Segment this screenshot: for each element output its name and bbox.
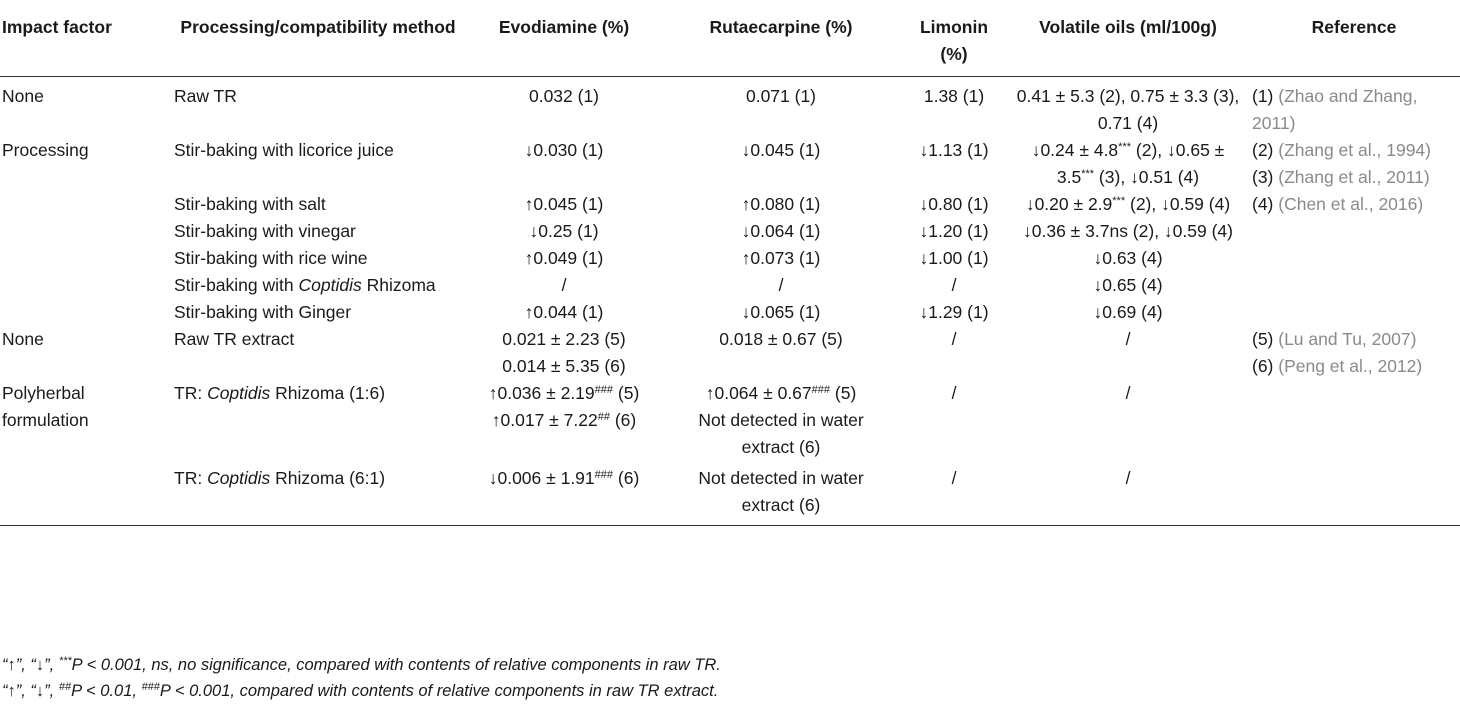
cell-rutaecarpine: ↑0.080 (1) (741, 194, 821, 214)
data-table (0, 4, 1460, 526)
table-row (0, 326, 1460, 380)
cell-rutaecarpine: 0.071 (1) (745, 86, 817, 106)
table-row (0, 218, 1460, 245)
cell-rutaecarpine: / (778, 275, 784, 295)
table-row (0, 272, 1460, 299)
cell-volatile-oils: ↓0.63 (4) (1093, 248, 1163, 268)
header-reference: Reference (1248, 4, 1460, 77)
cell-evodiamine: ↓0.030 (1) (524, 140, 604, 160)
cell-limonin: ↓0.80 (1) (919, 194, 989, 214)
cell-evodiamine: / (561, 275, 567, 295)
header-method: Processing/compatibility method (170, 4, 466, 77)
cell-method: Stir-baking with rice wine (174, 248, 368, 268)
cell-evodiamine: ↑0.049 (1) (524, 248, 604, 268)
cell-volatile-oils: ↓0.24 ± 4.8*** (2), ↓0.65 ± 3.5*** (3), ↓0.51 (4) (1031, 140, 1225, 187)
cell-evodiamine: ↑0.045 (1) (524, 194, 604, 214)
header-rutaecarpine: Rutaecarpine (%) (662, 4, 900, 77)
footnote: “↑”, “↓”, ***P < 0.001, ns, no significance, compared with contents of relative components in raw TR. (2, 655, 721, 674)
cell-limonin: ↓1.13 (1) (919, 140, 989, 160)
cell-evodiamine: 0.032 (1) (528, 86, 600, 106)
table-row (0, 461, 1460, 526)
header-volatile-oils: Volatile oils (ml/100g) (1008, 4, 1248, 77)
reference-list (1248, 77, 1460, 219)
footnote: “↑”, “↓”, ##P < 0.01, ###P < 0.001, compared with contents of relative components in raw TR extract. (2, 681, 719, 700)
cell-limonin: / (951, 383, 957, 403)
reference-item: (3) (Zhang et al., 2011) (1252, 167, 1430, 187)
table-row (0, 380, 1460, 461)
cell-limonin: ↓1.29 (1) (919, 302, 989, 322)
cell-evodiamine: 0.021 ± 2.23 (5) 0.014 ± 5.35 (6) (502, 329, 626, 376)
cell-method: Stir-baking with vinegar (174, 221, 356, 241)
cell-limonin: / (951, 275, 957, 295)
cell-rutaecarpine: ↓0.065 (1) (741, 302, 821, 322)
cell-limonin: 1.38 (1) (923, 86, 985, 106)
table-row (0, 191, 1460, 218)
table-row (0, 137, 1460, 191)
cell-rutaecarpine: ↑0.064 ± 0.67### (5) Not detected in water extract (6) (698, 383, 864, 457)
reference-item: (2) (Zhang et al., 1994) (1252, 140, 1431, 160)
table-footnotes (2, 652, 721, 704)
cell-volatile-oils: / (1008, 461, 1248, 526)
header-evodiamine: Evodiamine (%) (466, 4, 662, 77)
cell-method: Raw TR (174, 86, 237, 106)
cell-rutaecarpine: 0.018 ± 0.67 (5) (719, 329, 843, 349)
cell-method: Stir-baking with licorice juice (174, 140, 394, 160)
reference-item: (5) (Lu and Tu, 2007) (1252, 329, 1417, 349)
cell-method: TR: Coptidis Rhizoma (1:6) (174, 383, 386, 403)
cell-volatile-oils: / (1125, 383, 1131, 403)
cell-limonin: / (951, 329, 957, 349)
reference-list (1248, 326, 1460, 380)
cell-evodiamine: ↓0.25 (1) (529, 221, 599, 241)
cell-evodiamine: ↑0.036 ± 2.19### (5) ↑0.017 ± 7.22## (6) (488, 383, 640, 430)
cell-method: Stir-baking with Coptidis Rhizoma (174, 275, 436, 295)
cell-volatile-oils: ↓0.65 (4) (1093, 275, 1163, 295)
cell-limonin: ↓1.20 (1) (919, 221, 989, 241)
table-row (0, 299, 1460, 326)
cell-volatile-oils: 0.41 ± 5.3 (2), 0.75 ± 3.3 (3), 0.71 (4) (1016, 86, 1240, 133)
reference-item: (6) (Peng et al., 2012) (1252, 356, 1423, 376)
cell-rutaecarpine: ↑0.073 (1) (741, 248, 821, 268)
cell-volatile-oils: / (1125, 329, 1131, 349)
cell-rutaecarpine: ↓0.045 (1) (741, 140, 821, 160)
reference-item: (4) (Chen et al., 2016) (1252, 194, 1424, 214)
cell-method: Stir-baking with Ginger (174, 302, 352, 322)
cell-factor: Processing (2, 140, 89, 160)
cell-volatile-oils: ↓0.69 (4) (1093, 302, 1163, 322)
cell-limonin: / (900, 461, 1008, 526)
cell-volatile-oils: ↓0.20 ± 2.9*** (2), ↓0.59 (4) (1025, 194, 1231, 214)
cell-rutaecarpine: Not detected in water extract (6) (662, 461, 900, 526)
cell-factor: None (2, 329, 44, 349)
cell-factor: Polyherbal formulation (2, 383, 89, 430)
cell-factor: None (2, 86, 44, 106)
cell-volatile-oils: ↓0.36 ± 3.7ns (2), ↓0.59 (4) (1023, 221, 1233, 241)
reference-item: (1) (Zhao and Zhang, 2011) (1252, 86, 1418, 133)
cell-evodiamine: ↓0.006 ± 1.91### (6) (466, 461, 662, 526)
table-row (0, 77, 1460, 138)
header-impact-factor: Impact factor (0, 4, 170, 77)
header-row (0, 4, 1460, 77)
table-row (0, 245, 1460, 272)
header-limonin: Limonin (%) (900, 4, 1008, 77)
cell-evodiamine: ↑0.044 (1) (524, 302, 604, 322)
cell-method: Raw TR extract (174, 329, 295, 349)
cell-rutaecarpine: ↓0.064 (1) (741, 221, 821, 241)
cell-method: Stir-baking with salt (174, 194, 326, 214)
cell-limonin: ↓1.00 (1) (919, 248, 989, 268)
cell-method: TR: Coptidis Rhizoma (6:1) (170, 461, 466, 526)
